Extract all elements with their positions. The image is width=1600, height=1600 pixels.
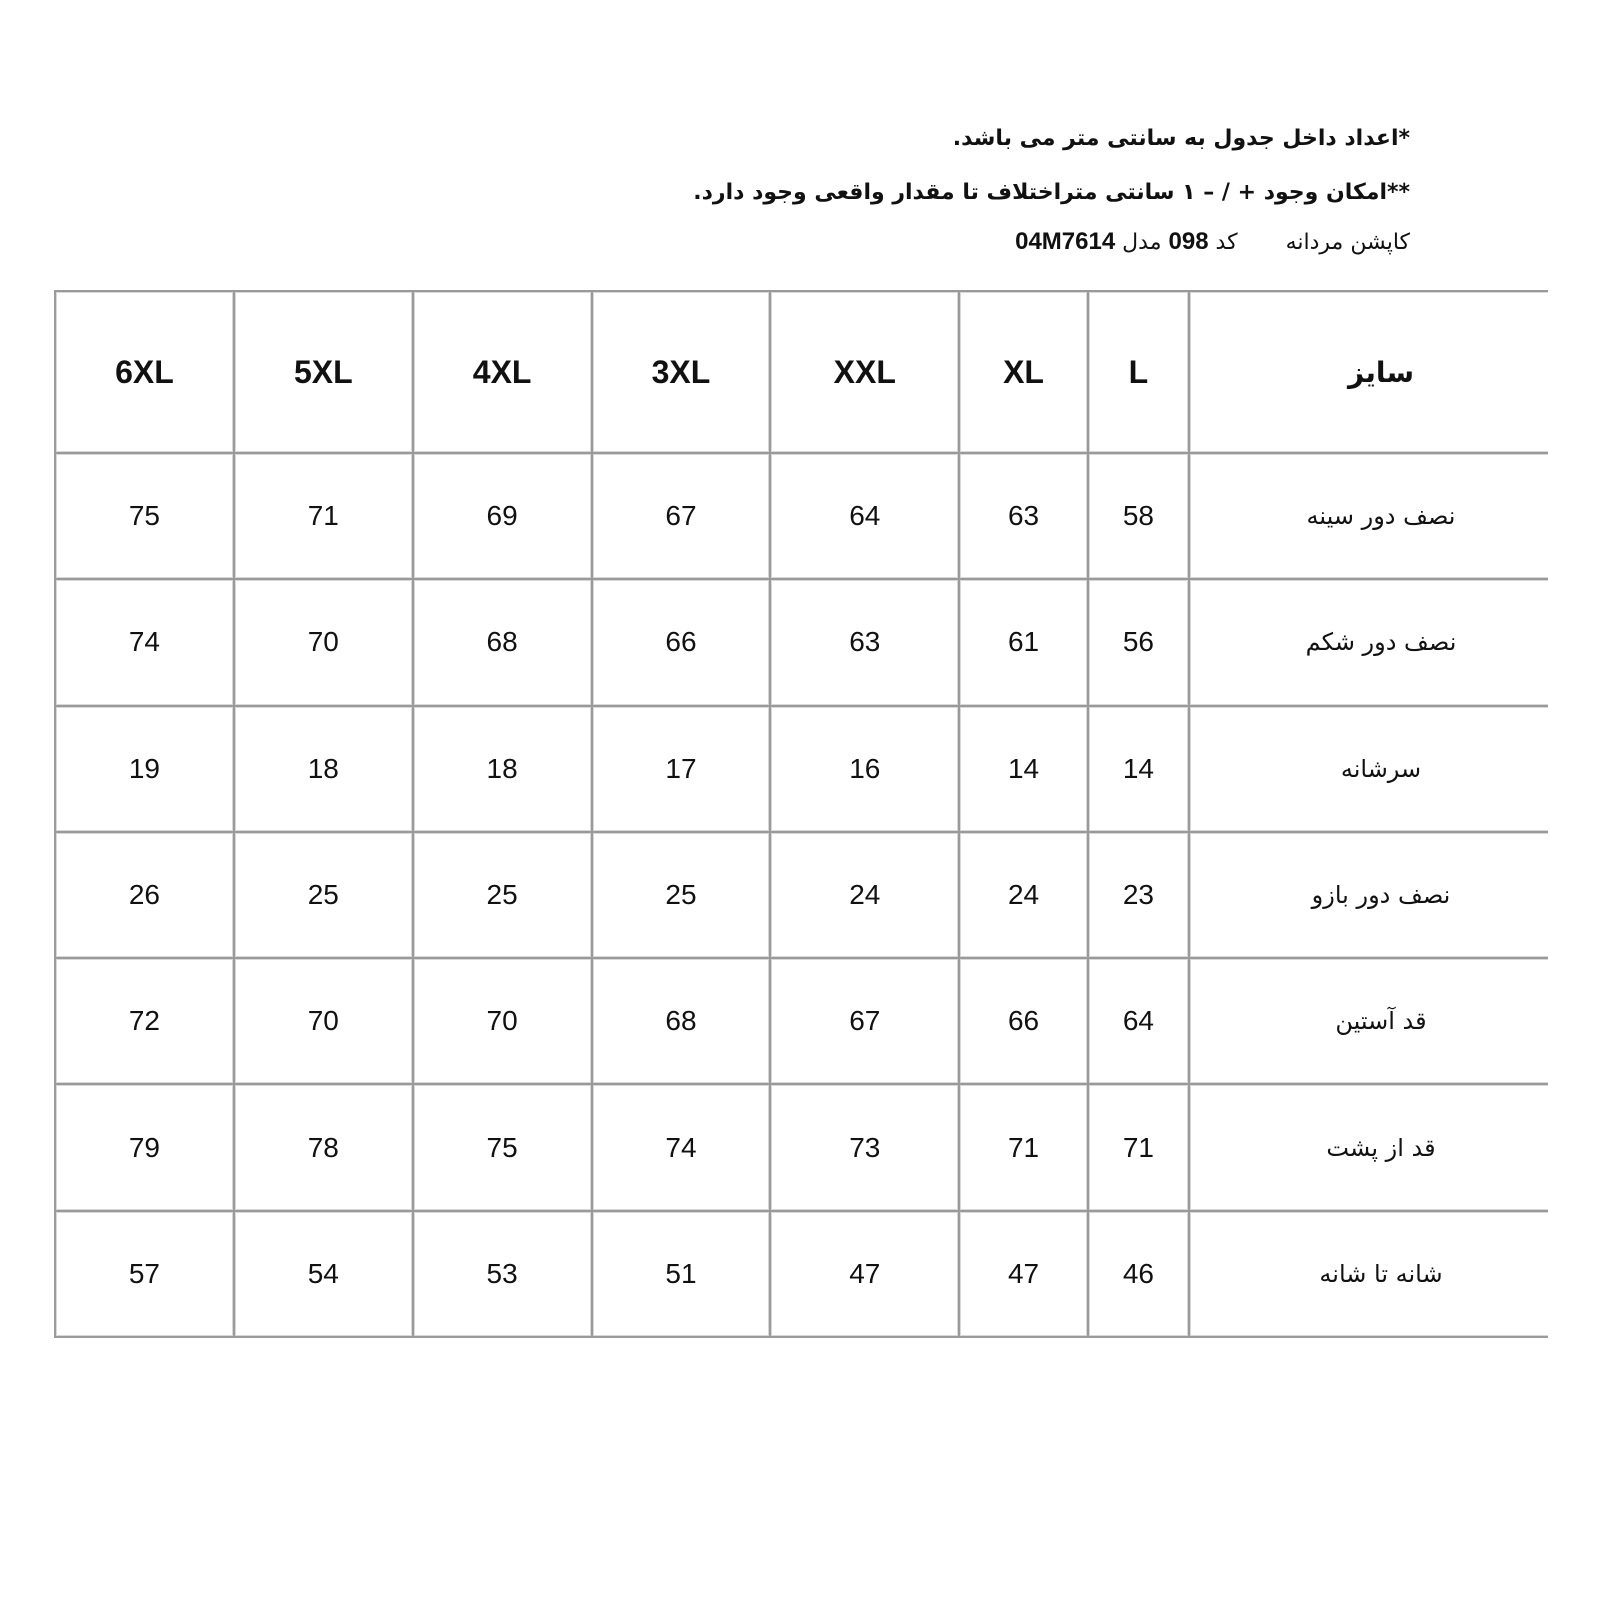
value-cell: 70: [414, 959, 591, 1083]
code-label: کد: [1215, 230, 1238, 255]
product-line: [510, 220, 1410, 265]
size-header-cell: 6XL: [56, 292, 233, 452]
value-cell: 17: [593, 707, 770, 831]
value-cell: 14: [1089, 707, 1188, 831]
table-row: [56, 1212, 1548, 1336]
size-header-cell: 4XL: [414, 292, 591, 452]
model-label: مدل: [1122, 230, 1162, 255]
value-cell: 25: [593, 833, 770, 957]
value-cell: 67: [771, 959, 958, 1083]
size-header-cell: XL: [960, 292, 1087, 452]
table-header-row: [56, 292, 1548, 452]
value-cell: 26: [56, 833, 233, 957]
row-label-cell: سرشانه: [1190, 707, 1548, 831]
value-cell: 18: [235, 707, 412, 831]
value-cell: 51: [593, 1212, 770, 1336]
row-label-cell: شانه تا شانه: [1190, 1212, 1548, 1336]
table-row: [56, 1085, 1548, 1209]
value-cell: 25: [235, 833, 412, 957]
value-cell: 63: [960, 454, 1087, 578]
value-cell: 66: [593, 580, 770, 704]
value-cell: 66: [960, 959, 1087, 1083]
size-table-container: [54, 290, 1548, 1338]
notes-block: [510, 112, 1410, 265]
value-cell: 78: [235, 1085, 412, 1209]
value-cell: 25: [414, 833, 591, 957]
value-cell: 67: [593, 454, 770, 578]
value-cell: 24: [771, 833, 958, 957]
row-label-cell: نصف دور سینه: [1190, 454, 1548, 578]
value-cell: 64: [771, 454, 958, 578]
value-cell: 47: [771, 1212, 958, 1336]
size-header-cell: 5XL: [235, 292, 412, 452]
value-cell: 68: [593, 959, 770, 1083]
value-cell: 70: [235, 580, 412, 704]
row-label-cell: قد از پشت: [1190, 1085, 1548, 1209]
size-header-cell: 3XL: [593, 292, 770, 452]
value-cell: 16: [771, 707, 958, 831]
value-cell: 23: [1089, 833, 1188, 957]
value-cell: 19: [56, 707, 233, 831]
value-cell: 14: [960, 707, 1087, 831]
table-row: [56, 707, 1548, 831]
table-row: [56, 959, 1548, 1083]
model-value: 04M7614: [1015, 228, 1116, 255]
value-cell: 68: [414, 580, 591, 704]
value-cell: 79: [56, 1085, 233, 1209]
size-header-cell: XXL: [771, 292, 958, 452]
row-label-cell: قد آستین: [1190, 959, 1548, 1083]
row-label-cell: نصف دور بازو: [1190, 833, 1548, 957]
header-label-cell: سایز: [1190, 292, 1548, 452]
value-cell: 73: [771, 1085, 958, 1209]
value-cell: 57: [56, 1212, 233, 1336]
value-cell: 72: [56, 959, 233, 1083]
value-cell: 64: [1089, 959, 1188, 1083]
value-cell: 61: [960, 580, 1087, 704]
value-cell: 74: [56, 580, 233, 704]
value-cell: 71: [235, 454, 412, 578]
value-cell: 54: [235, 1212, 412, 1336]
table-row: [56, 580, 1548, 704]
value-cell: 63: [771, 580, 958, 704]
code-value: 098: [1168, 228, 1209, 255]
value-cell: 70: [235, 959, 412, 1083]
value-cell: 46: [1089, 1212, 1188, 1336]
value-cell: 47: [960, 1212, 1087, 1336]
value-cell: 53: [414, 1212, 591, 1336]
size-table: [54, 290, 1548, 1338]
value-cell: 56: [1089, 580, 1188, 704]
value-cell: 18: [414, 707, 591, 831]
value-cell: 75: [56, 454, 233, 578]
value-cell: 24: [960, 833, 1087, 957]
table-row: [56, 454, 1548, 578]
note-units: *اعداد داخل جدول به سانتی متر می باشد.: [952, 126, 1410, 151]
value-cell: 71: [1089, 1085, 1188, 1209]
table-row: [56, 833, 1548, 957]
value-cell: 69: [414, 454, 591, 578]
note-tolerance: **امکان وجود + / – ۱ سانتی متراختلاف تا مقدار واقعی وجود دارد.: [693, 180, 1410, 205]
row-label-cell: نصف دور شکم: [1190, 580, 1548, 704]
value-cell: 71: [960, 1085, 1087, 1209]
product-name: کاپشن مردانه: [1285, 230, 1410, 255]
value-cell: 58: [1089, 454, 1188, 578]
value-cell: 75: [414, 1085, 591, 1209]
value-cell: 74: [593, 1085, 770, 1209]
size-header-cell: L: [1089, 292, 1188, 452]
